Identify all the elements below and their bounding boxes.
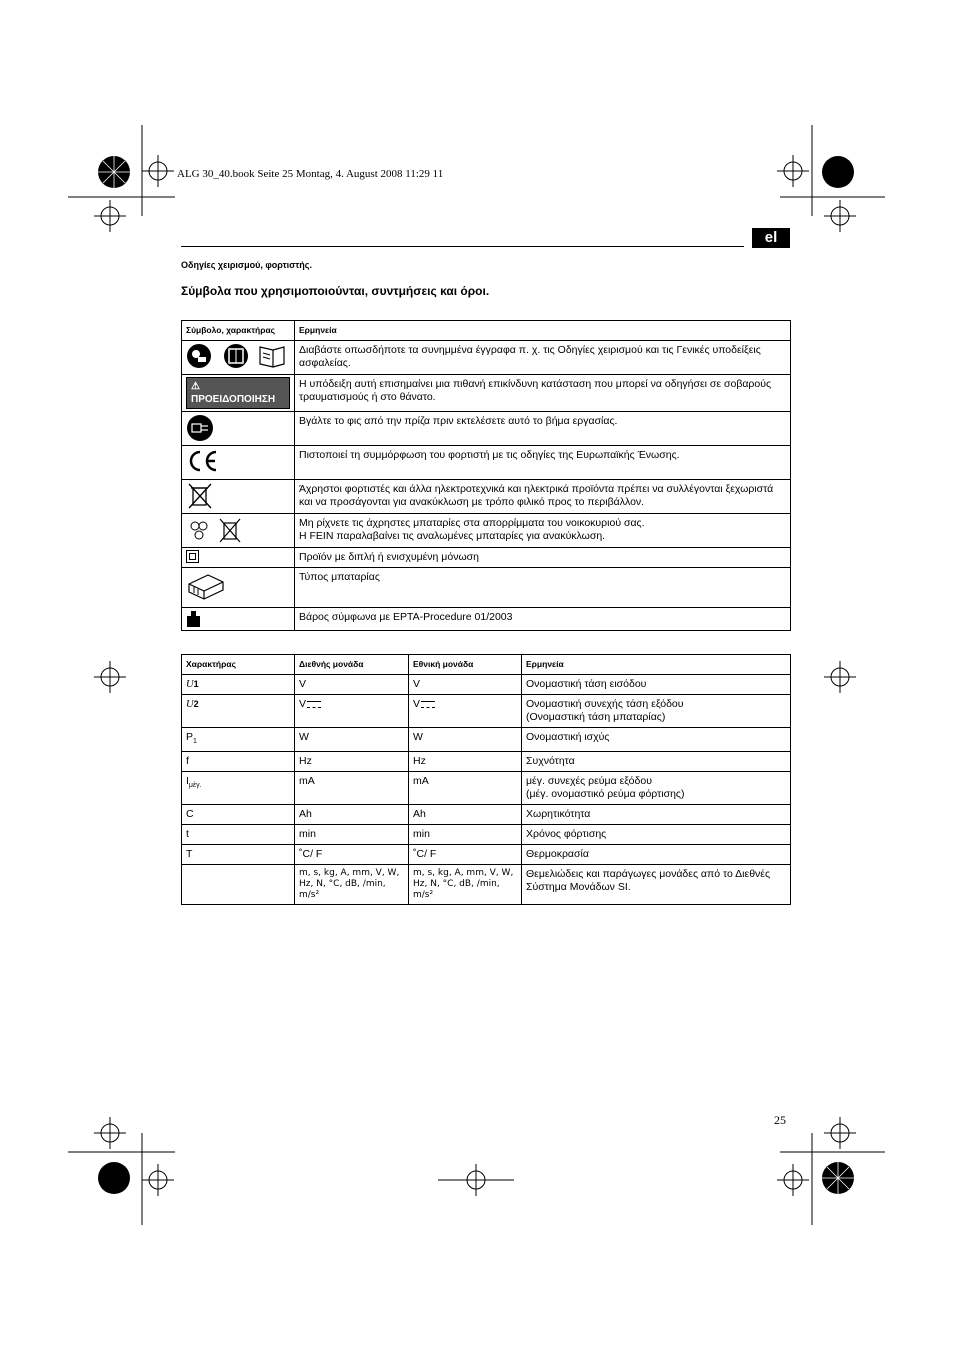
symbol-cell: C [182, 805, 295, 825]
symbol-cell [182, 446, 295, 480]
explanation-cell: Πιστοποιεί τη συμμόρφωση του φορτιστή με τις οδηγίες της Ευρωπαϊκής Ένωσης. [295, 446, 791, 480]
breadcrumb: Οδηγίες χειρισμού, φορτιστής. [181, 260, 312, 270]
explanation-cell: Η υπόδειξη αυτή επισημαίνει μια πιθανή επικίνδυνη κατάσταση που μπορεί να οδηγήσει σε σοβαρούς τραυματισμούς ή στο θάνατο. [295, 375, 791, 412]
table-row [182, 752, 791, 772]
warning-label-text: ΠΡΟΕΙΔΟΠΟΙΗΣΗ [191, 394, 276, 405]
unit-text: V [299, 698, 307, 710]
table-row [182, 412, 791, 446]
table-row [182, 728, 791, 752]
column-header: Ερμηνεία [295, 321, 791, 341]
warning-label [186, 377, 290, 409]
symbol-cell [182, 412, 295, 446]
units-table [181, 654, 791, 905]
explanation-cell: Μη ρίχνετε τις άχρηστες μπαταρίες στα απορρίμματα του νοικοκυριού σας. Η FEIN παραλαβαίνει τις αναλωμένες μπαταρίες για ανακύκλωση. [295, 514, 791, 548]
explanation-cell: Βγάλτε το φις από την πρίζα πριν εκτελέσετε αυτό το βήμα εργασίας. [295, 412, 791, 446]
battery-recycle-icons [186, 516, 246, 544]
explanation-cell: Βάρος σύμφωνα με EPTA-Procedure 01/2003 [295, 608, 791, 631]
symbol-subscript: 2 [193, 699, 199, 709]
symbol-cell [182, 675, 295, 695]
header-rule [181, 246, 744, 247]
table-row [182, 608, 791, 631]
explanation-cell: Ονομαστική τάση εισόδου [522, 675, 791, 695]
symbol-text: U [186, 699, 194, 710]
intl-unit-cell: W [295, 728, 409, 752]
symbol-cell [182, 514, 295, 548]
symbol-cell [182, 375, 295, 412]
table-row [182, 341, 791, 375]
symbol-subscript: 1 [193, 738, 197, 746]
intl-unit-cell: min [295, 825, 409, 845]
manual-read-icons [186, 343, 286, 369]
table-row [182, 825, 791, 845]
natl-unit-cell [409, 695, 522, 728]
table-row [182, 514, 791, 548]
natl-unit-cell: V [409, 675, 522, 695]
intl-unit-cell: V [295, 675, 409, 695]
symbol-cell [182, 568, 295, 608]
table-row [182, 480, 791, 514]
page-number: 25 [774, 1113, 786, 1127]
natl-unit-cell: min [409, 825, 522, 845]
explanation-cell: Χρόνος φόρτισης [522, 825, 791, 845]
file-info-line: ALG 30_40.book Seite 25 Montag, 4. August 2008 11:29 11 [177, 168, 444, 180]
table-row [182, 446, 791, 480]
warning-triangle-icon: ⚠ [191, 381, 200, 392]
weight-icon [186, 610, 202, 628]
unit-text: V [413, 698, 421, 710]
table-row [182, 675, 791, 695]
symbol-cell [182, 608, 295, 631]
column-header: Διεθνής μονάδα [295, 655, 409, 675]
explanation-cell: Ονομαστική συνεχής τάση εξόδου (Ονομαστική τάση μπαταρίας) [522, 695, 791, 728]
double-insulation-icon [186, 550, 200, 563]
symbol-cell: f [182, 752, 295, 772]
intl-unit-cell: ˚C/ F [295, 845, 409, 865]
intl-unit-cell [295, 695, 409, 728]
table-header-row [182, 655, 791, 675]
symbol-cell [182, 772, 295, 805]
symbol-cell [182, 695, 295, 728]
symbol-cell [182, 341, 295, 375]
column-header: Χαρακτήρας [182, 655, 295, 675]
explanation-cell: Ονομαστική ισχύς [522, 728, 791, 752]
explanation-cell: Τύπος μπαταρίας [295, 568, 791, 608]
dc-symbol-icon [421, 701, 435, 708]
symbol-subscript: 1 [193, 679, 199, 689]
symbol-subscript: μέγ. [188, 782, 202, 790]
table-row [182, 548, 791, 568]
intl-unit-cell: mA [295, 772, 409, 805]
table-row [182, 865, 791, 905]
column-header: Εθνική μονάδα [409, 655, 522, 675]
explanation-cell: Διαβάστε οπωσδήποτε τα συνημμένα έγγραφα π. χ. τις Οδηγίες χειρισμού και τις Γενικές υποδείξεις ασφαλείας. [295, 341, 791, 375]
table-row [182, 845, 791, 865]
natl-unit-cell: Ah [409, 805, 522, 825]
intl-unit-cell: Hz [295, 752, 409, 772]
intl-unit-cell: Ah [295, 805, 409, 825]
table-row [182, 375, 791, 412]
dc-symbol-icon [307, 701, 321, 708]
unplug-icon [186, 414, 216, 442]
language-tab: el [752, 228, 790, 248]
symbol-cell [182, 480, 295, 514]
symbol-cell: t [182, 825, 295, 845]
page-title: Σύμβολα που χρησιμοποιούνται, συντμήσεις και όροι. [181, 284, 490, 298]
explanation-cell: μέγ. συνεχές ρεύμα εξόδου (μέγ. ονομαστικό ρεύμα φόρτισης) [522, 772, 791, 805]
symbol-cell [182, 548, 295, 568]
weee-bin-icon [186, 482, 214, 510]
column-header: Σύμβολο, χαρακτήρας [182, 321, 295, 341]
symbol-cell: T [182, 845, 295, 865]
table-row [182, 568, 791, 608]
table-header-row [182, 321, 791, 341]
table-row [182, 695, 791, 728]
battery-pack-icon [186, 570, 226, 602]
symbol-text: I [186, 775, 189, 788]
symbols-table [181, 320, 791, 631]
natl-unit-cell: m, s, kg, A, mm, V, W, Hz, N, °C, dB, /min, m/s² [409, 865, 522, 905]
symbol-cell [182, 865, 295, 905]
symbol-text: P [186, 731, 194, 743]
natl-unit-cell: Hz [409, 752, 522, 772]
explanation-cell: Άχρηστοι φορτιστές και άλλα ηλεκτροτεχνικά και ηλεκτρικά προϊόντα πρέπει να συλλέγονται ξεχωριστά και να προσάγονται για ανακύκλωση με τρόπο φιλικό προς το περιβάλλον. [295, 480, 791, 514]
explanation-cell: Θεμελιώδεις και παράγωγες μονάδες από το Διεθνές Σύστημα Μονάδων SI. [522, 865, 791, 905]
explanation-cell: Θερμοκρασία [522, 845, 791, 865]
explanation-cell: Προϊόν με διπλή ή ενισχυμένη μόνωση [295, 548, 791, 568]
symbol-text: U [186, 679, 194, 690]
explanation-cell: Συχνότητα [522, 752, 791, 772]
table-row [182, 805, 791, 825]
column-header: Ερμηνεία [522, 655, 791, 675]
table-row [182, 772, 791, 805]
natl-unit-cell: W [409, 728, 522, 752]
natl-unit-cell: ˚C/ F [409, 845, 522, 865]
ce-mark-icon [186, 448, 222, 474]
symbol-cell [182, 728, 295, 752]
intl-unit-cell: m, s, kg, A, mm, V, W, Hz, N, °C, dB, /min, m/s² [295, 865, 409, 905]
explanation-cell: Χωρητικότητα [522, 805, 791, 825]
natl-unit-cell: mA [409, 772, 522, 805]
